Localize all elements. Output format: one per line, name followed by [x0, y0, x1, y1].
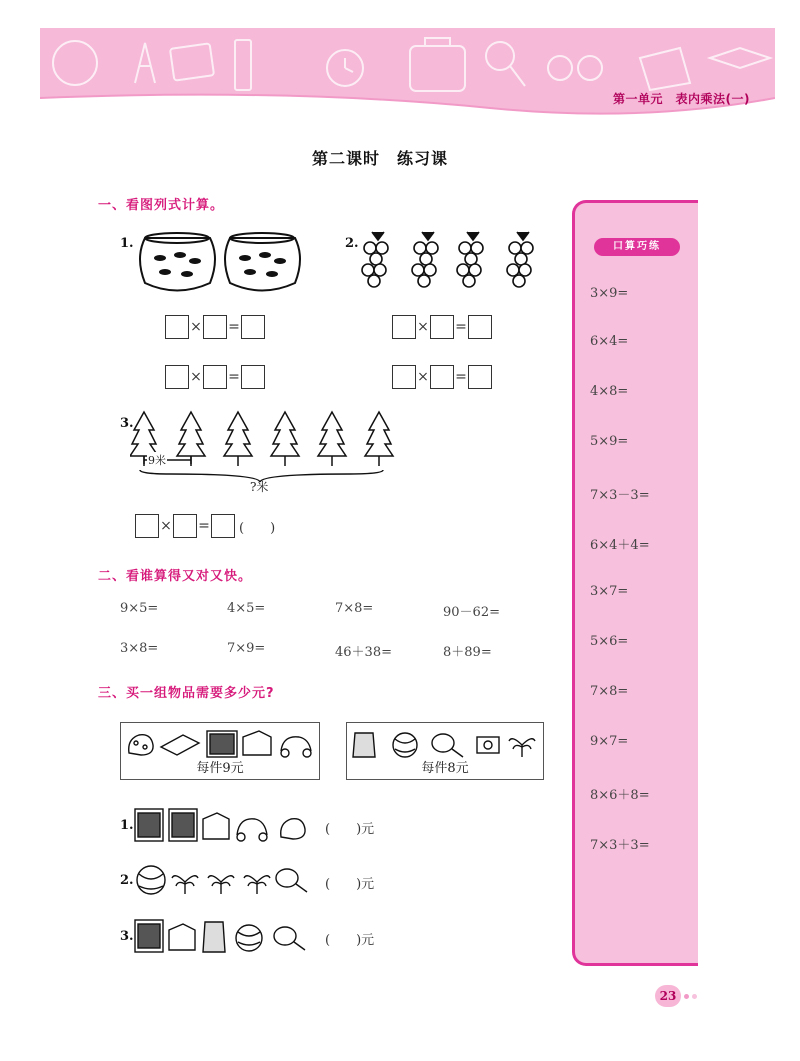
purchase-3-items	[133, 914, 313, 956]
question-number: 3.	[120, 929, 134, 944]
calc-item: 4×5=	[227, 601, 266, 616]
answer-blank[interactable]: ( )元	[325, 877, 375, 892]
equation-row: × = ( )	[135, 514, 275, 538]
equation-row: × =	[392, 315, 492, 339]
sidebar-item: 5×6=	[590, 634, 629, 649]
answer-box[interactable]	[430, 365, 454, 389]
answer-box[interactable]	[165, 315, 189, 339]
calc-item: 3×8=	[120, 641, 159, 656]
sidebar-item: 8×6＋8=	[590, 788, 650, 803]
answer-box[interactable]	[211, 514, 235, 538]
sidebar-item: 7×3＋3=	[590, 838, 650, 853]
sidebar-item: 4×8=	[590, 384, 629, 399]
equation-row: × =	[165, 315, 265, 339]
answer-box[interactable]	[392, 315, 416, 339]
section2-title: 二、看谁算得又对又快。	[98, 569, 253, 584]
answer-blank[interactable]: ( )元	[325, 822, 375, 837]
calc-item: 90－62=	[443, 605, 500, 620]
unit-blank[interactable]: ( )	[239, 520, 276, 536]
question-number: 2.	[345, 236, 359, 251]
calc-item: 7×8=	[335, 601, 374, 616]
answer-box[interactable]	[203, 365, 227, 389]
sidebar-item: 7×8=	[590, 684, 629, 699]
question-number: 2.	[120, 873, 134, 888]
grapes-image	[355, 228, 550, 290]
page-number: 23	[655, 985, 681, 1007]
answer-box[interactable]	[165, 365, 189, 389]
eraser-icon	[129, 735, 153, 755]
answer-box[interactable]	[241, 365, 265, 389]
sidebar-item: 5×9=	[590, 434, 629, 449]
answer-blank[interactable]: ( )元	[325, 933, 375, 948]
sidebar-item: 6×4=	[590, 334, 629, 349]
unit-label: 第一单元 表内乘法(一)	[613, 92, 750, 106]
mental-math-sidebar	[572, 200, 698, 966]
total-distance-label: ?米	[250, 480, 269, 494]
decor-dot	[684, 994, 689, 999]
sidebar-item: 3×7=	[590, 584, 629, 599]
equation-row: × =	[392, 365, 492, 389]
banner-graphic	[40, 28, 775, 128]
calc-item: 8＋89=	[443, 645, 492, 660]
price-label-9: 每件9元	[196, 761, 244, 776]
answer-box[interactable]	[203, 315, 227, 339]
calc-item: 9×5=	[120, 601, 159, 616]
decor-dot	[692, 994, 697, 999]
answer-box[interactable]	[468, 315, 492, 339]
fishbowls-image	[135, 228, 310, 296]
sidebar-item: 6×4＋4=	[590, 538, 650, 553]
question-number: 1.	[120, 236, 134, 251]
answer-box[interactable]	[392, 365, 416, 389]
header-banner	[40, 28, 775, 128]
sidebar-badge: 口算巧练	[594, 238, 680, 256]
purchase-1-items	[133, 805, 313, 845]
answer-box[interactable]	[241, 315, 265, 339]
answer-box[interactable]	[468, 365, 492, 389]
calc-item: 7×9=	[227, 641, 266, 656]
distance-label: 9米	[148, 454, 166, 467]
sidebar-item: 9×7=	[590, 734, 629, 749]
price-box-8	[346, 722, 544, 780]
question-number: 3.	[120, 416, 134, 431]
lesson-title: 第二课时 练习课	[311, 149, 448, 168]
price-label-8: 每件8元	[421, 761, 469, 776]
equation-row: × =	[165, 365, 265, 389]
sidebar-item: 3×9=	[590, 286, 629, 301]
purchase-2-items	[133, 860, 313, 900]
sidebar-item: 7×3－3=	[590, 488, 650, 503]
section3-title: 三、买一组物品需要多少元?	[98, 686, 275, 701]
question-number: 1.	[120, 818, 134, 833]
answer-box[interactable]	[430, 315, 454, 339]
calc-item: 46＋38=	[335, 645, 392, 660]
answer-box[interactable]	[135, 514, 159, 538]
price-box-9	[120, 722, 320, 780]
section1-title: 一、看图列式计算。	[98, 198, 225, 213]
answer-box[interactable]	[173, 514, 197, 538]
